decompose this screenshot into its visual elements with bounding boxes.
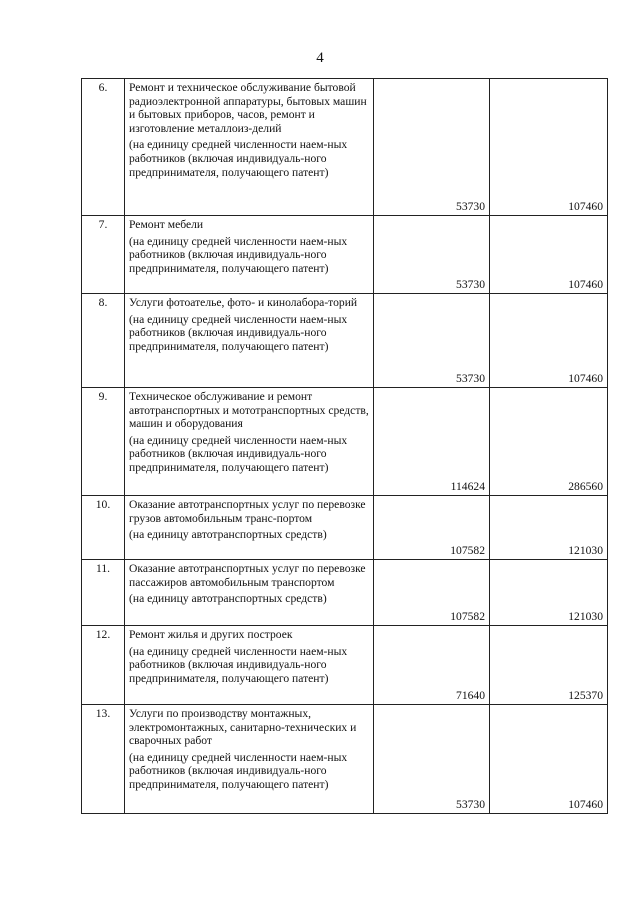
value-cell-1: 53730	[374, 294, 490, 388]
service-title: Ремонт мебели	[129, 218, 204, 231]
service-unit: (на единицу средней численности наем-ных работников (включая индивидуаль-ного предпринимателя, получающего патент)	[129, 644, 348, 685]
value-cell-1: 107582	[374, 496, 490, 560]
value-cell-2: 107460	[490, 294, 608, 388]
service-unit: (на единицу средней численности наем-ных работников (включая индивидуаль-ного предпринимателя, получающего патент)	[129, 312, 348, 353]
value-cell-2: 121030	[490, 560, 608, 626]
service-description	[125, 294, 374, 388]
service-description	[125, 388, 374, 496]
row-number: 13.	[82, 705, 125, 814]
row-number: 12.	[82, 626, 125, 705]
service-title: Услуги по производству монтажных, электромонтажных, санитарно-технических и сварочных работ	[129, 707, 357, 748]
service-description	[125, 496, 374, 560]
service-description	[125, 79, 374, 216]
fees-table	[81, 78, 608, 814]
service-description	[125, 705, 374, 814]
service-unit: (на единицу средней численности наем-ных работников (включая индивидуаль-ного предпринимателя, получающего патент)	[129, 750, 348, 791]
value-cell-2: 286560	[490, 388, 608, 496]
row-number: 7.	[82, 216, 125, 294]
service-title: Оказание автотранспортных услуг по перевозке грузов автомобильным транс-портом	[129, 498, 366, 525]
service-title: Оказание автотранспортных услуг по перевозке пассажиров автомобильным транспортом	[129, 562, 366, 589]
value-cell-2: 121030	[490, 496, 608, 560]
service-unit: (на единицу средней численности наем-ных работников (включая индивидуаль-ного предпринимателя, получающего патент)	[129, 234, 348, 275]
table-row	[82, 705, 608, 814]
value-cell-1: 107582	[374, 560, 490, 626]
row-number: 11.	[82, 560, 125, 626]
table-row	[82, 388, 608, 496]
value-cell-2: 125370	[490, 626, 608, 705]
value-cell-2: 107460	[490, 705, 608, 814]
service-unit: (на единицу автотранспортных средств)	[129, 528, 327, 542]
service-title: Ремонт жилья и других построек	[129, 628, 293, 641]
value-cell-1: 53730	[374, 705, 490, 814]
service-unit: (на единицу средней численности наем-ных работников (включая индивидуаль-ного предпринимателя, получающего патент)	[129, 433, 348, 474]
service-unit: (на единицу автотранспортных средств)	[129, 592, 327, 606]
value-cell-2: 107460	[490, 79, 608, 216]
value-cell-1: 53730	[374, 216, 490, 294]
service-description	[125, 626, 374, 705]
service-description	[125, 216, 374, 294]
table-row	[82, 216, 608, 294]
table-row	[82, 560, 608, 626]
service-title: Техническое обслуживание и ремонт автотранспортных и мототранспортных средств, машин и оборудования	[129, 390, 369, 431]
row-number: 10.	[82, 496, 125, 560]
value-cell-1: 71640	[374, 626, 490, 705]
table-row	[82, 626, 608, 705]
row-number: 8.	[82, 294, 125, 388]
table-row	[82, 79, 608, 216]
service-description	[125, 560, 374, 626]
value-cell-1: 114624	[374, 388, 490, 496]
service-unit: (на единицу средней численности наем-ных работников (включая индивидуаль-ного предпринимателя, получающего патент)	[129, 138, 348, 179]
page-number: 4	[316, 50, 324, 66]
service-title: Услуги фотоателье, фото- и кинолабора-торий	[129, 296, 358, 309]
value-cell-1: 53730	[374, 79, 490, 216]
row-number: 9.	[82, 388, 125, 496]
table-row	[82, 496, 608, 560]
row-number: 6.	[82, 79, 125, 216]
value-cell-2: 107460	[490, 216, 608, 294]
service-title: Ремонт и техническое обслуживание бытовой радиоэлектронной аппаратуры, бытовых машин и бытовых приборов, часов, ремонт и изготовление металлоиз-делий	[129, 81, 367, 135]
table-row	[82, 294, 608, 388]
